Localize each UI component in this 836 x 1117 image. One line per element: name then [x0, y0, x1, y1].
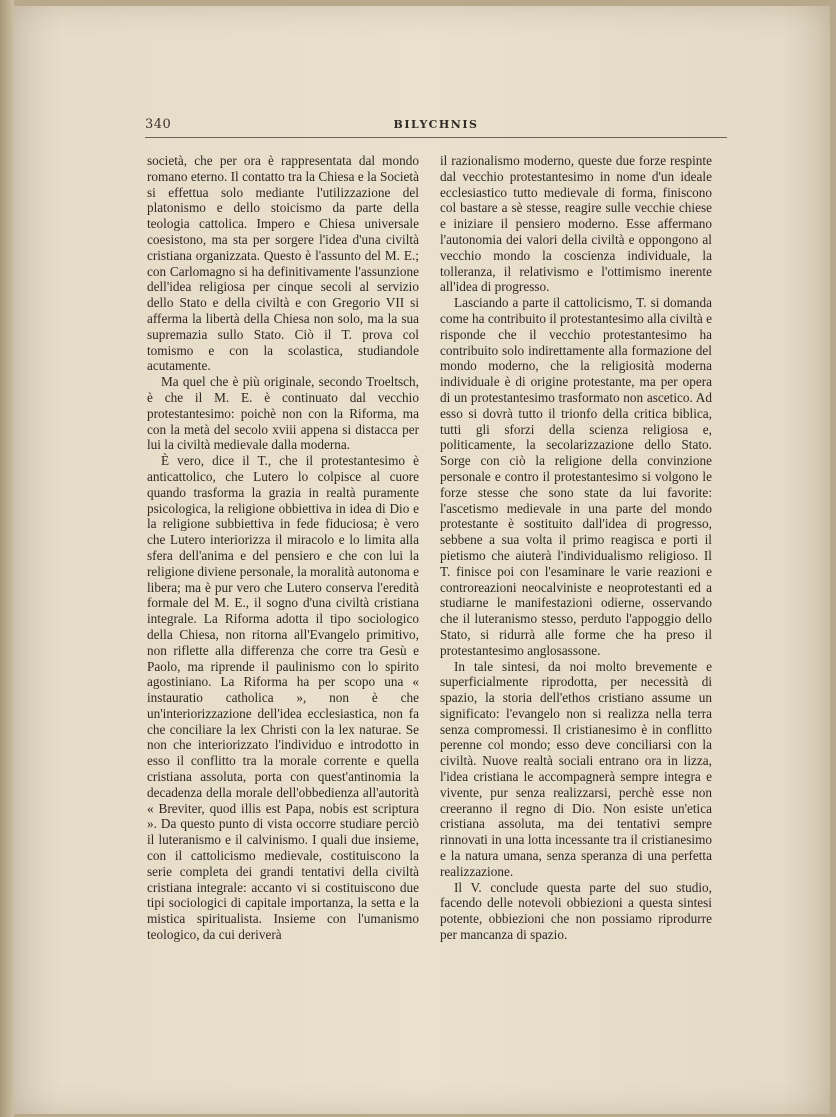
page-number: 340 — [145, 117, 172, 132]
paragraph: Ma quel che è più originale, secondo Troeltsch, è che il M. E. è continuato dal vecchio protestantesimo: poichè non con la Riforma, ma con la metà del secolo xviii appena si distacca per lui la civiltà medievale dalla moderna. — [147, 374, 419, 453]
journal-title: BILYCHNIS — [393, 118, 479, 131]
paragraph: In tale sintesi, da noi molto brevemente e superficialmente riprodotta, per necessità di spazio, la storia dell'ethos cristiano assume un significato: l'evangelo non si realizza nella terra senza compromessi. Il cristianesimo è in conflitto perenne col mondo; esso deve conciliarsi con la civiltà. Nuove realtà sociali entrano ora in lizza, l'idea cristiana le accompagnerà sempre integra e vivente, pur senza realizzarsi, perchè esse non creeranno il regno di Dio. Non esiste un'etica cristiana assoluta, ma dei tentativi sempre rinnovati in una lotta incessante tra il cristianesimo e la natura umana, senza speranza di una perfetta realizzazione. — [440, 658, 712, 879]
paragraph: società, che per ora è rappresentata dal mondo romano eterno. Il contatto tra la Chiesa e la Società si effettua solo mediante l'utilizzazione del platonismo e dello stoicismo da parte della teologia cattolica. Impero e Chiesa universale coesistono, ma sta per sorgere l'idea d'una civiltà cristiana organizzata. Questo è l'assunto del M. E.; con Carlomagno si ha definitivamente l'assunzione dell'idea religiosa per cinque secoli al servizio dello Stato e della civiltà e con Gregorio VII si afferma la libertà della Chiesa non solo, ma la sua supremazia sullo Stato. Ciò il T. prova col tomismo e con la scolastica, studiandole acutamente. — [147, 153, 419, 374]
text-column-right — [440, 153, 712, 943]
paragraph: il razionalismo moderno, queste due forze respinte dal vecchio protestantesimo in nome d'un ideale ecclesiastico tutto medievale di forma, finiscono col bastare a sè stesse, reagire sulle vecchie chiese e iniziare il pensiero moderno. Esse affermano l'autonomia dei valori della civiltà e oppongono al vecchio mondo la coscienza individuale, la tolleranza, il relativismo e l'ottimismo inerente all'idea di progresso. — [440, 153, 712, 295]
paragraph: Il V. conclude questa parte del suo studio, facendo delle notevoli obbiezioni a questa sintesi potente, obbiezioni che non possiamo riprodurre per mancanza di spazio. — [440, 879, 712, 943]
running-header — [145, 115, 727, 138]
paragraph: È vero, dice il T., che il protestantesimo è anticattolico, che Lutero lo colpisce al cuore quando trasforma la grazia in realtà puramente psicologica, la religione obbiettiva in idea di Dio e la religione subbiettiva in fede fiduciosa; è vero che Lutero interiorizza il miracolo e lo limita alla sfera dell'anima e del pensiero e che con lui la religione diviene personale, la moralità autonoma e libera; ma è pur vero che Lutero conserva l'eredità formale del M. E., il sogno d'una civiltà cristiana integrale. La Riforma adotta il tipo sociologico della Chiesa, non ritorna all'Evangelo primitivo, non riflette alla differenza che corre tra Gesù e Paolo, ma riprende il paulinismo con lo spirito agostiniano. La Riforma ha per scopo una « instauratio catholica », non è che un'interiorizzazione dell'idea ecclesiastica, non fa che conciliare la lex Christi con la lex naturae. Se non che interiorizzato l'individuo e introdotto in esso il conflitto tra la morale corrente e quella cristiana assoluta, porta con quest'antinomia la decadenza della morale dell'obbedienza all'autorità « Breviter, quod illis est Papa, nobis est scriptura ». Da questo punto di vista occorre studiare perciò il luteranismo e il calvinismo. I quali due insieme, con il cattolicismo medievale, costituiscono la serie completa dei grandi tentativi della civiltà cristiana integrale: accanto vi si costituiscono due tipi sociologici di capitale importanza, la setta e la mistica spiritualista. Insieme con l'umanismo teologico, da cui deriverà — [147, 453, 419, 943]
text-column-left — [147, 153, 419, 943]
paragraph: Lasciando a parte il cattolicismo, T. si domanda come ha contribuito il protestantesimo alla civiltà e risponde che il vecchio protestantesimo ha contribuito solo indirettamente alla formazione del mondo moderno, che la religiosità moderna individuale è di origine protestante, ma per opera di un protestantesimo trasformato non ascetico. Ad esso si dovrà tutto il trionfo della critica biblica, tutti gli sforzi della scienza religiosa e, politicamente, la secolarizzazione dello Stato. Sorge con ciò la religione della convinzione personale e contro il protestantesimo si volgono le forze stesse che sono state da lui favorite: l'ascetismo medievale in una parte del mondo protestante è sostituito dall'idea di progresso, sebbene a sua volta il primo reagisca e porti il pietismo che aiuterà l'individualismo religioso. Il T. finisce poi con l'esaminare le varie reazioni e controreazioni neocalviniste e neoprotestanti ed a studiarne le manifestazioni odierne, osservando che il luteranismo stesso, perduto l'appoggio dello Stato, si ridurrà alle forme che ha preso il protestantesimo anglosassone. — [440, 295, 712, 658]
page-binding-edge — [0, 0, 14, 1117]
